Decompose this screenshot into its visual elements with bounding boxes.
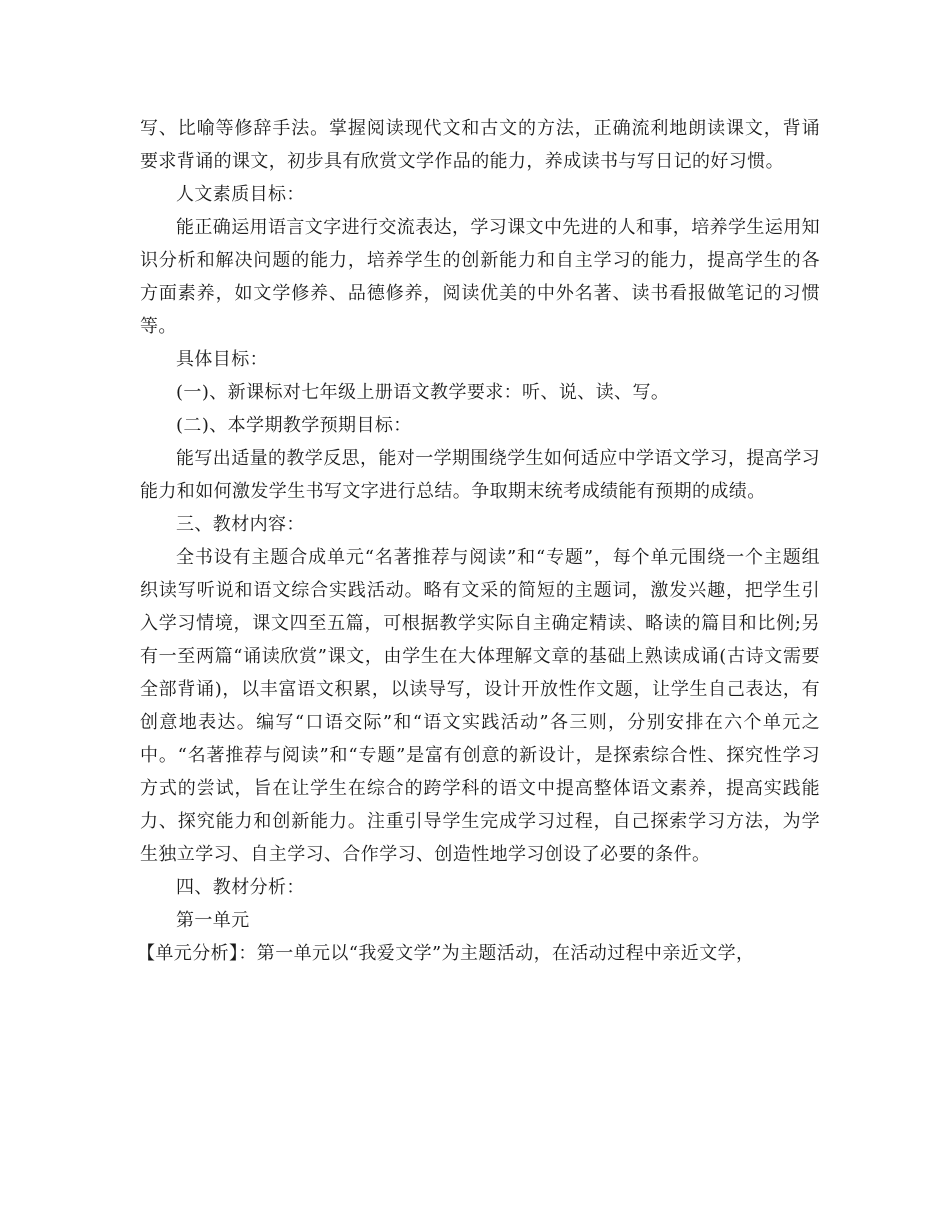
paragraph-unit-analysis: 【单元分析】：第一单元以“我爱文学”为主题活动，在活动过程中亲近文学，: [137, 943, 755, 964]
item-curriculum-requirements: (一)、新课标对七年级上册语文教学要求：听、说、读、写。: [176, 382, 670, 403]
heading-humanities-goals: 人文素质目标：: [176, 184, 305, 205]
paragraph-textbook-content: 全书设有主题合成单元“名著推荐与阅读”和“专题”，每个单元围绕一个主题组织读写听说和语文综合实践活动。略有文采的简短的主题词，激发兴趣，把学生引入学习情境，课文四至五篇，可根据教学实际自主确定精读、略读的篇目和比例;另有一至两篇“诵读欣赏”课文，由学生在大体理解文章的基础上熟读成诵(古诗文需要全部背诵)，以丰富语文积累，以读导写，设计开放性作文题，让学生自己表达，有创意地表达。编写“口语交际”和“语文实践活动”各三则，分别安排在六个单元之中。“名著推荐与阅读”和“专题”是富有创意的新设计，是探索综合性、探究性学习方式的尝试，旨在让学生在综合的跨学科的语文中提高整体语文素养，提高实践能力、探究能力和创新能力。注重引导学生完成学习过程，自己探索学习方法，为学生独立学习、自主学习、合作学习、创造性地学习创设了必要的条件。: [140, 547, 820, 865]
document-page: [137, 112, 820, 970]
heading-unit-one: 第一单元: [176, 910, 250, 931]
paragraph-rhetoric-goals: 写、比喻等修辞手法。掌握阅读现代文和古文的方法，正确流利地朗读课文，背诵要求背诵的课文，初步具有欣赏文学作品的能力，养成读书与写日记的好习惯。: [140, 118, 820, 172]
heading-textbook-content: 三、教材内容：: [176, 514, 305, 535]
paragraph-semester-goals: 能写出适量的教学反思，能对一学期围绕学生如何适应中学语文学习，提高学习能力和如何激发学生书写文字进行总结。争取期末统考成绩能有预期的成绩。: [140, 448, 820, 502]
heading-specific-goals: 具体目标：: [176, 349, 268, 370]
item-semester-goals: (二)、本学期教学预期目标：: [176, 415, 412, 436]
heading-textbook-analysis: 四、教材分析：: [176, 877, 305, 898]
paragraph-humanities-goals: 能正确运用语言文字进行交流表达，学习课文中先进的人和事，培养学生运用知识分析和解决问题的能力，培养学生的创新能力和自主学习的能力，提高学生的各方面素养，如文学修养、品德修养，阅读优美的中外名著、读书看报做笔记的习惯等。: [140, 217, 820, 337]
